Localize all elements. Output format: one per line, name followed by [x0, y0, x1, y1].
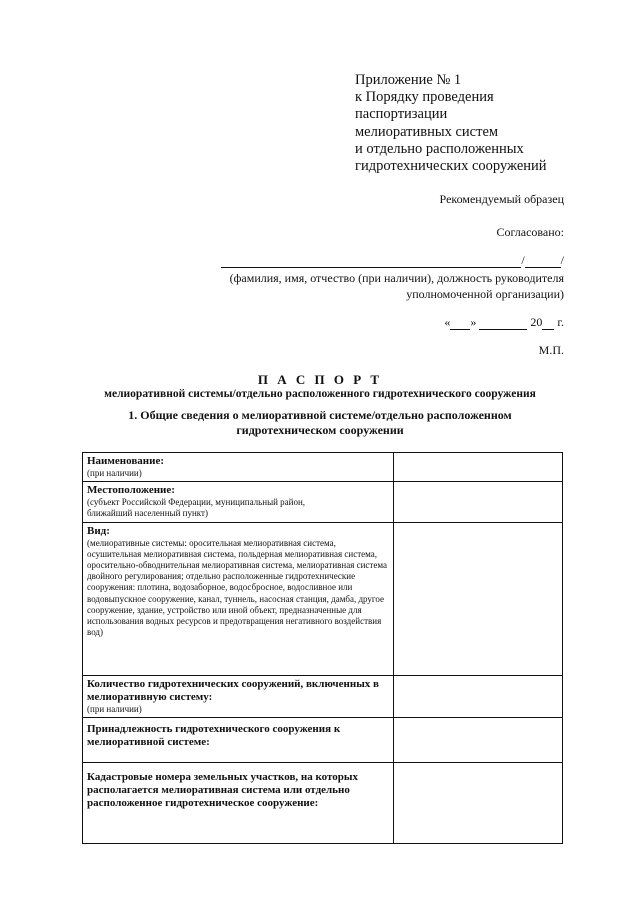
row-value-cell[interactable] — [394, 482, 563, 522]
row-label: Принадлежность гидротехнического сооружения к мелиоративной системе: — [87, 722, 341, 748]
appendix-line: Приложение № 1 — [355, 72, 462, 88]
signature-name-blank — [221, 256, 521, 268]
signature-caption-line: уполномоченной организации) — [406, 287, 564, 301]
row-label-cell — [83, 675, 394, 717]
appendix-line: мелиоративных систем — [355, 123, 499, 140]
day-blank — [450, 318, 470, 330]
row-label-cell — [83, 522, 394, 675]
signature-caption-line: (фамилия, имя, отчество (при наличии), должность руководителя — [229, 271, 564, 285]
month-blank — [479, 318, 527, 330]
date-quote-close: » — [470, 315, 477, 329]
row-label-cell — [83, 482, 394, 522]
row-label: Количество гидротехнических сооружений, включенных в мелиоративную систему: — [87, 677, 379, 703]
passport-title: П А С П О Р Т — [257, 372, 383, 387]
table-row — [83, 522, 563, 675]
signature-blank — [525, 256, 561, 268]
appendix-line: к Порядку проведения — [355, 89, 494, 106]
table-row — [83, 675, 563, 717]
row-label: Кадастровые номера земельных участков, на которых располагается мелиоративная система или отдельно расположенное гидротехническое сооружение: — [87, 770, 358, 809]
appendix-line: гидротехнических сооружений — [355, 158, 547, 175]
table-row — [83, 453, 563, 482]
row-note: (при наличии) — [87, 468, 142, 478]
section-title — [0, 408, 640, 438]
table-row — [83, 482, 563, 522]
appendix-line: паспортизации — [355, 106, 448, 123]
year-blank — [542, 318, 554, 330]
year-prefix: 20 — [530, 315, 543, 329]
agreed-label: Согласовано: — [496, 225, 564, 239]
row-note: (при наличии) — [87, 703, 142, 714]
row-label-cell — [83, 762, 394, 843]
appendix-header — [355, 72, 625, 175]
table-row — [83, 762, 563, 843]
row-label: Местоположение: — [87, 484, 175, 497]
table-row — [83, 717, 563, 762]
row-label: Наименование: — [87, 455, 164, 467]
row-note: (мелиоративные системы: оросительная мелиоративная система, осушительная мелиоративная система, польдерная мелиоративная система, оросительно-обводнительная мелиоративная система, мелиоративная система двойного регулирования; отдельно расположенные гидротехнические сооружения: плотина, водозаборное, водосбросное, водосливное или водовыпускное сооружение, канал, туннель, насосная станция, дамба, другое сооружение, здание, устройство или иной объект, предназначенные для использования водных ресурсов и предотвращения негативного воздействия вод) — [87, 537, 387, 638]
date-quote-open: « — [444, 315, 451, 329]
passport-subtitle: мелиоративной системы/отдельно расположенного гидротехнического сооружения — [104, 388, 536, 400]
section-title-line: гидротехническом сооружении — [236, 423, 404, 437]
row-value-cell[interactable] — [394, 717, 563, 762]
row-value-cell[interactable] — [394, 675, 563, 717]
row-label-cell — [83, 453, 394, 482]
year-suffix: г. — [557, 315, 564, 329]
signature-caption — [230, 270, 564, 302]
row-note: (субъект Российской Федерации, муниципальный район, ближайший населенный пункт) — [87, 497, 306, 519]
stamp-label: М.П. — [538, 343, 564, 357]
signature-line: / / — [221, 253, 564, 268]
date-line — [444, 315, 564, 330]
row-label: Вид: — [87, 524, 110, 537]
row-value-cell[interactable] — [394, 762, 563, 843]
row-value-cell[interactable] — [394, 522, 563, 675]
appendix-line: и отдельно расположенных — [355, 140, 524, 157]
row-value-cell[interactable] — [394, 453, 563, 482]
general-info-table — [82, 452, 563, 844]
recommended-sample-label: Рекомендуемый образец — [439, 192, 564, 206]
section-title-line: 1. Общие сведения о мелиоративной системе/отдельно расположенном — [128, 408, 512, 422]
row-label-cell — [83, 717, 394, 762]
